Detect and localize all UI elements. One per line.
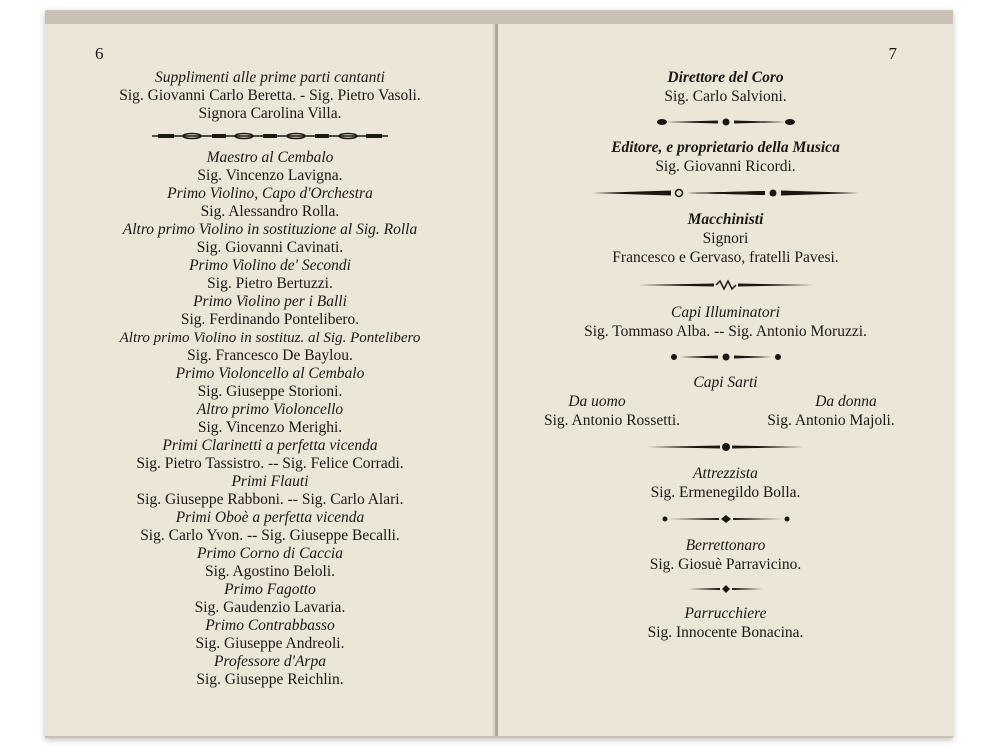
left-page	[45, 24, 495, 736]
flauti-heading: Primi Flauti	[231, 473, 309, 490]
sarti-donna-name: Sig. Antonio Majoli.	[767, 412, 895, 429]
right-page	[498, 24, 953, 736]
macchinisti-names: Francesco e Gervaso, fratelli Pavesi.	[612, 249, 839, 266]
maestro-cembalo-name: Sig. Vincenzo Lavigna.	[197, 167, 343, 184]
ornament-divider	[498, 341, 953, 373]
ornament-divider	[498, 267, 953, 303]
illuminatori-heading: Capi Illuminatori	[671, 304, 780, 321]
sarti-columns	[498, 392, 953, 430]
violino-secondi-name: Sig. Pietro Bertuzzi.	[207, 275, 333, 292]
violino-balli-heading: Primo Violino per i Balli	[193, 293, 347, 310]
oboe-heading: Primi Oboè a perfetta vicenda	[175, 509, 365, 526]
supplimenti-heading: Supplimenti alle prime parti cantanti	[155, 69, 385, 86]
open-booklet	[45, 10, 953, 738]
attrezzista-name: Sig. Ermenegildo Bolla.	[650, 484, 801, 501]
ornament-divider	[498, 574, 953, 604]
corno-heading: Primo Corno di Caccia	[197, 545, 343, 562]
page-number-right: 7	[888, 44, 897, 63]
macchinisti-sub: Signori	[702, 230, 749, 247]
sarti-uomo-name: Sig. Antonio Rossetti.	[543, 412, 681, 429]
flauti-names: Sig. Giuseppe Rabboni. -- Sig. Carlo Alari.	[136, 491, 404, 508]
altro-primo-violino-heading: Altro primo Violino in sostituzione al Sig. Rolla	[122, 221, 418, 238]
ornament-divider	[498, 176, 953, 210]
supplimenti-names: Sig. Giovanni Carlo Beretta. - Sig. Pietro Vasoli.	[119, 87, 421, 104]
violino-balli-name: Sig. Ferdinando Pontelibero.	[180, 311, 360, 328]
clarinetti-heading: Primi Clarinetti a perfetta vicenda	[162, 437, 378, 454]
corno-name: Sig. Agostino Beloli.	[204, 563, 336, 580]
parrucchiere-heading: Parrucchiere	[684, 605, 767, 622]
ornament-divider	[45, 123, 495, 149]
parrucchiere-name: Sig. Innocente Bonacina.	[647, 624, 804, 641]
page-number-left: 6	[95, 44, 104, 63]
editore-heading: Editore, e proprietario della Musica	[611, 139, 840, 156]
illuminatori-names: Sig. Tommaso Alba. -- Sig. Antonio Moruzzi.	[584, 323, 867, 340]
fagotto-heading: Primo Fagotto	[224, 581, 316, 598]
right-page-content	[498, 68, 953, 642]
sarti-donna	[726, 392, 936, 430]
sarti-uomo	[512, 392, 712, 430]
oboe-names: Sig. Carlo Yvon. -- Sig. Giuseppe Becalli.	[140, 527, 400, 544]
altro-violoncello-heading: Altro primo Violoncello	[196, 401, 344, 418]
berrettonaro-name: Sig. Giosuè Parravicino.	[649, 556, 802, 573]
sarti-donna-label: Da donna	[815, 393, 877, 410]
ornament-divider	[498, 430, 953, 464]
arpa-heading: Professore d'Arpa	[214, 653, 326, 670]
coro-heading: Direttore del Coro	[667, 69, 784, 86]
fagotto-name: Sig. Gaudenzio Lavaria.	[194, 599, 346, 616]
coro-name: Sig. Carlo Salvioni.	[664, 88, 787, 105]
ornament-divider	[498, 502, 953, 536]
primo-violino-heading: Primo Violino, Capo d'Orchestra	[167, 185, 373, 202]
altro-primo-violino-name: Sig. Giovanni Cavinati.	[196, 239, 344, 256]
sarti-uomo-label: Da uomo	[568, 393, 626, 410]
macchinisti-heading: Macchinisti	[687, 211, 764, 228]
altro-violoncello-name: Sig. Vincenzo Merighi.	[197, 419, 343, 436]
contrabbasso-name: Sig. Giuseppe Andreoli.	[195, 635, 345, 652]
attrezzista-heading: Attrezzista	[693, 465, 758, 482]
contrabbasso-heading: Primo Contrabbasso	[205, 617, 335, 634]
violino-secondi-heading: Primo Violino de' Secondi	[189, 257, 351, 274]
maestro-cembalo-heading: Maestro al Cembalo	[206, 149, 334, 166]
violoncello-cembalo-name: Sig. Giuseppe Storioni.	[197, 383, 343, 400]
primo-violino-name: Sig. Alessandro Rolla.	[200, 203, 340, 220]
ornament-divider	[498, 106, 953, 138]
clarinetti-names: Sig. Pietro Tassistro. -- Sig. Felice Corradi.	[136, 455, 404, 472]
sarti-heading: Capi Sarti	[693, 374, 758, 391]
supplimenti-names-2: Signora Carolina Villa.	[198, 105, 342, 122]
left-page-content	[45, 69, 495, 689]
arpa-name: Sig. Giuseppe Reichlin.	[196, 671, 344, 688]
violoncello-cembalo-heading: Primo Violoncello al Cembalo	[175, 365, 365, 382]
berrettonaro-heading: Berrettonaro	[685, 537, 766, 554]
altro-violino-balli-name: Sig. Francesco De Baylou.	[187, 347, 353, 364]
editore-name: Sig. Giovanni Ricordi.	[655, 158, 796, 175]
altro-violino-balli-heading: Altro primo Violino in sostituz. al Sig. Pontelibero	[119, 330, 421, 346]
